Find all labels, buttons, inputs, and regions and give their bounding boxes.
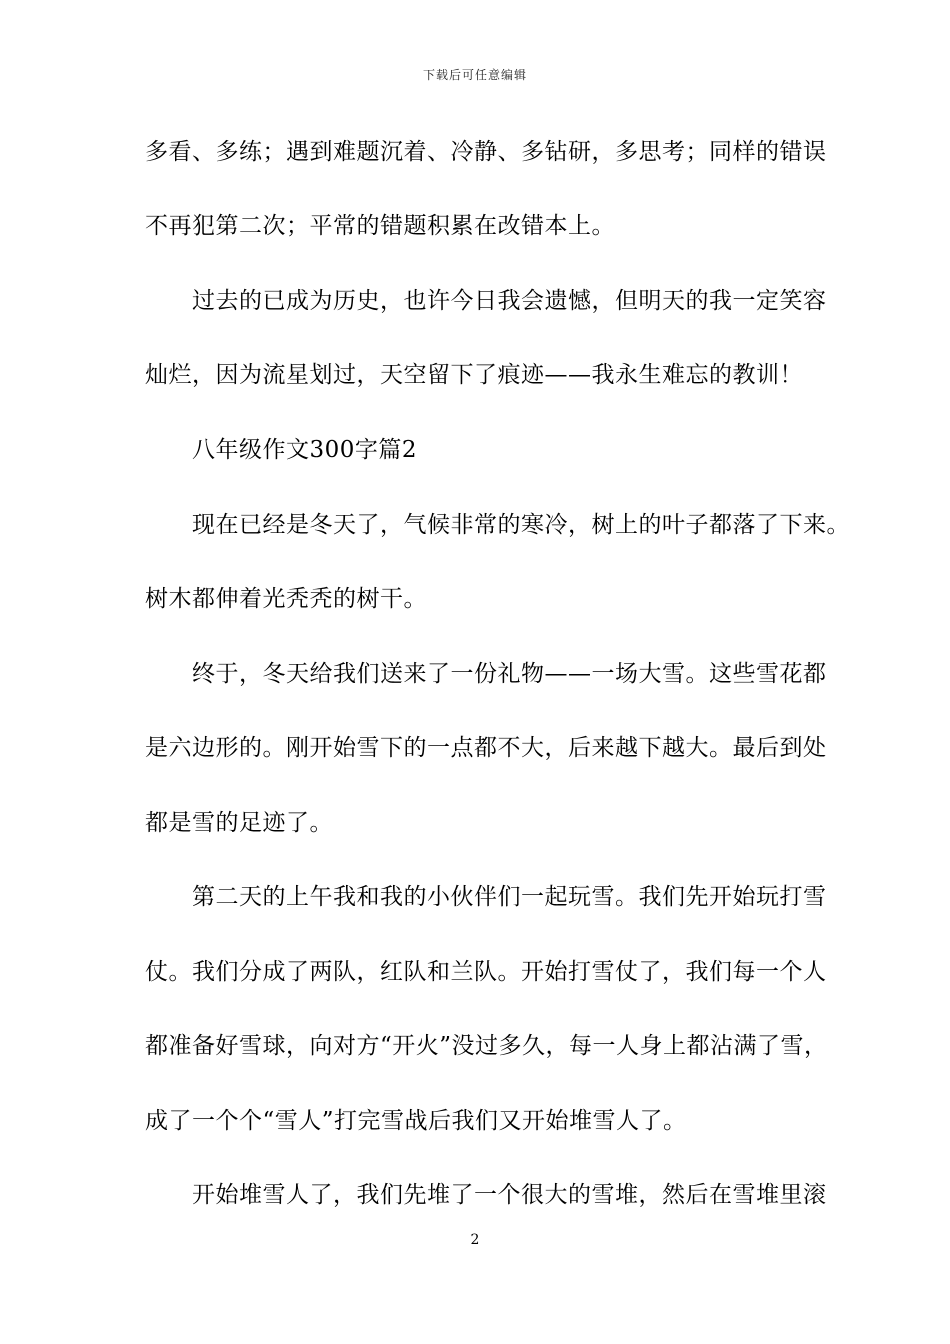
page-header: 下载后可任意编辑: [422, 68, 527, 82]
section-heading: 八年级作文300字篇2: [145, 437, 418, 463]
text-line: 树木都伸着光秃秃的树干。: [145, 586, 427, 612]
text-line: 都是雪的足迹了。: [145, 810, 333, 836]
text-line: 成了一个个“雪人”打完雪战后我们又开始堆雪人了。: [145, 1108, 687, 1134]
text-line: 终于，冬天给我们送来了一份礼物——一场大雪。这些雪花都: [145, 661, 827, 687]
text-line: 现在已经是冬天了，气候非常的寒冷，树上的叶子都落了下来。: [145, 512, 850, 538]
page-number: 2: [470, 1232, 480, 1248]
text-line: 都准备好雪球，向对方“开火”没过多久，每一人身上都沾满了雪，: [145, 1033, 828, 1059]
text-line: 是六边形的。刚开始雪下的一点都不大，后来越下越大。最后到处: [145, 735, 827, 761]
text-line: 多看、多练；遇到难题沉着、冷静、多钻研，多思考；同样的错误: [145, 139, 827, 165]
text-line: 过去的已成为历史，也许今日我会遗憾，但明天的我一定笑容: [145, 288, 827, 314]
text-line: 灿烂，因为流星划过，天空留下了痕迹——我永生难忘的教训！: [145, 362, 803, 388]
text-line: 仗。我们分成了两队，红队和兰队。开始打雪仗了，我们每一个人: [145, 959, 827, 985]
text-line: 不再犯第二次；平常的错题积累在改错本上。: [145, 213, 615, 239]
text-line: 开始堆雪人了，我们先堆了一个很大的雪堆，然后在雪堆里滚: [145, 1182, 827, 1208]
text-line: 第二天的上午我和我的小伙伴们一起玩雪。我们先开始玩打雪: [145, 884, 827, 910]
